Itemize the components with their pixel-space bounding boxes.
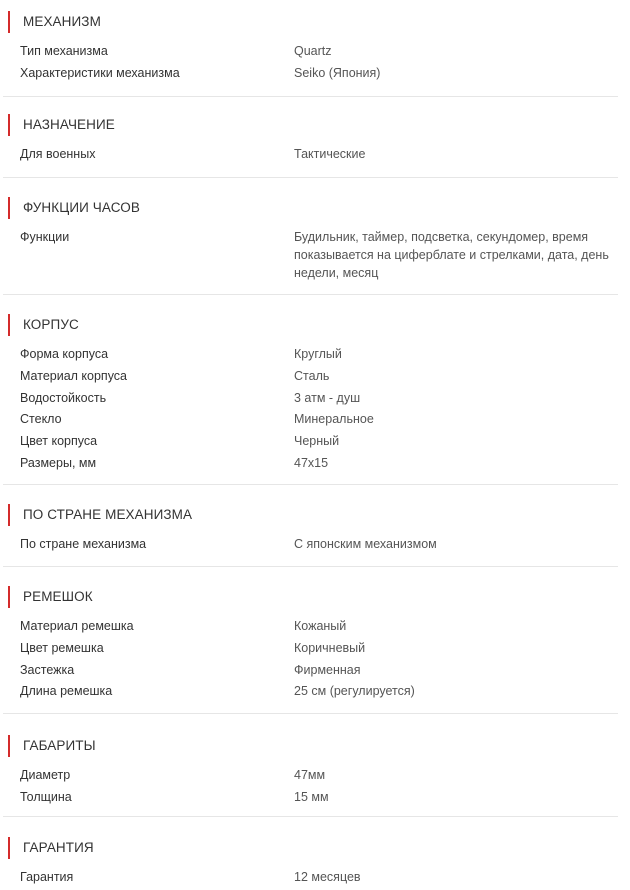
spec-rows	[3, 868, 618, 886]
spec-row	[3, 868, 618, 886]
spec-label: Форма корпуса	[20, 347, 109, 361]
spec-row	[3, 389, 618, 407]
section-accent-marker	[8, 114, 10, 136]
section-title: ФУНКЦИИ ЧАСОВ	[23, 200, 140, 215]
section-title: КОРПУС	[23, 317, 79, 332]
section-header	[3, 314, 618, 336]
spec-value: Тактические	[294, 147, 366, 161]
spec-section-case	[3, 295, 618, 485]
spec-value: 3 атм - душ	[294, 390, 361, 405]
spec-row	[3, 661, 618, 679]
section-header	[3, 197, 618, 219]
section-accent-marker	[8, 197, 10, 219]
spec-label: Материал корпуса	[20, 368, 128, 383]
spec-row	[3, 367, 618, 385]
spec-row	[3, 682, 618, 700]
spec-value: 47мм	[294, 768, 326, 782]
spec-row	[3, 432, 618, 450]
spec-value: 12 месяцев	[294, 870, 361, 884]
section-accent-marker	[8, 586, 10, 608]
section-header	[3, 114, 618, 136]
spec-rows	[3, 228, 618, 282]
spec-value: Минеральное	[294, 412, 374, 427]
spec-label: Размеры, мм	[20, 455, 97, 470]
section-title: МЕХАНИЗМ	[23, 14, 101, 29]
spec-value: Сталь	[294, 368, 330, 383]
section-title: ГАБАРИТЫ	[23, 738, 96, 753]
section-header	[3, 586, 618, 608]
spec-label: По стране механизма	[20, 537, 147, 551]
spec-rows	[3, 535, 618, 553]
spec-value: 47x15	[294, 455, 329, 470]
spec-row	[3, 345, 618, 363]
spec-rows	[3, 145, 618, 163]
spec-label: Материал ремешка	[20, 619, 134, 633]
spec-label: Стекло	[20, 412, 62, 427]
section-title: ГАРАНТИЯ	[23, 840, 94, 855]
section-header	[3, 11, 618, 33]
spec-section-warranty	[3, 817, 618, 889]
spec-value: Фирменная	[294, 662, 361, 677]
spec-row	[3, 454, 618, 472]
spec-value: С японским механизмом	[294, 537, 437, 551]
spec-label: Цвет ремешка	[20, 640, 104, 655]
spec-rows	[3, 345, 618, 472]
spec-row	[3, 617, 618, 635]
spec-row	[3, 228, 618, 282]
spec-value: 25 см (регулируется)	[294, 684, 415, 699]
spec-value: Quartz	[294, 44, 332, 58]
section-header	[3, 837, 618, 859]
section-title: РЕМЕШОК	[23, 589, 93, 604]
spec-value: Коричневый	[294, 640, 366, 655]
spec-label: Тип механизма	[20, 44, 108, 58]
spec-section-mechanism	[3, 0, 618, 97]
spec-label: Функции	[20, 230, 70, 244]
spec-row	[3, 535, 618, 553]
spec-label: Характеристики механизма	[20, 65, 180, 80]
section-header	[3, 735, 618, 757]
spec-row	[3, 42, 618, 60]
spec-value: Черный	[294, 434, 340, 449]
section-accent-marker	[8, 314, 10, 336]
spec-row	[3, 788, 618, 806]
spec-rows	[3, 766, 618, 806]
section-title: НАЗНАЧЕНИЕ	[23, 117, 115, 132]
section-accent-marker	[8, 837, 10, 859]
spec-label: Водостойкость	[20, 390, 107, 405]
spec-section-watch-functions	[3, 178, 618, 295]
spec-value: Кожаный	[294, 619, 347, 633]
spec-label: Застежка	[20, 662, 75, 677]
section-accent-marker	[8, 735, 10, 757]
section-accent-marker	[8, 11, 10, 33]
spec-rows	[3, 617, 618, 700]
spec-row	[3, 410, 618, 428]
section-accent-marker	[8, 504, 10, 526]
spec-section-dimensions	[3, 714, 618, 817]
spec-row	[3, 766, 618, 784]
spec-row	[3, 64, 618, 82]
spec-label: Длина ремешка	[20, 684, 113, 699]
spec-value: Seiko (Япония)	[294, 65, 381, 80]
section-header	[3, 504, 618, 526]
spec-rows	[3, 42, 618, 82]
spec-section-purpose	[3, 97, 618, 178]
spec-label: Цвет корпуса	[20, 434, 98, 449]
spec-row	[3, 145, 618, 163]
spec-label: Для военных	[20, 147, 96, 161]
spec-label: Толщина	[20, 789, 72, 804]
spec-value: 15 мм	[294, 789, 329, 804]
spec-section-mechanism-country	[3, 485, 618, 567]
spec-label: Гарантия	[20, 870, 74, 884]
spec-label: Диаметр	[20, 768, 71, 782]
section-title: ПО СТРАНЕ МЕХАНИЗМА	[23, 507, 193, 522]
spec-value: Будильник, таймер, подсветка, секундомер, время показывается на циферблате и стрелками, дата, день недели, месяц	[294, 230, 609, 280]
spec-section-strap	[3, 567, 618, 714]
spec-row	[3, 639, 618, 657]
spec-value: Круглый	[294, 347, 342, 361]
